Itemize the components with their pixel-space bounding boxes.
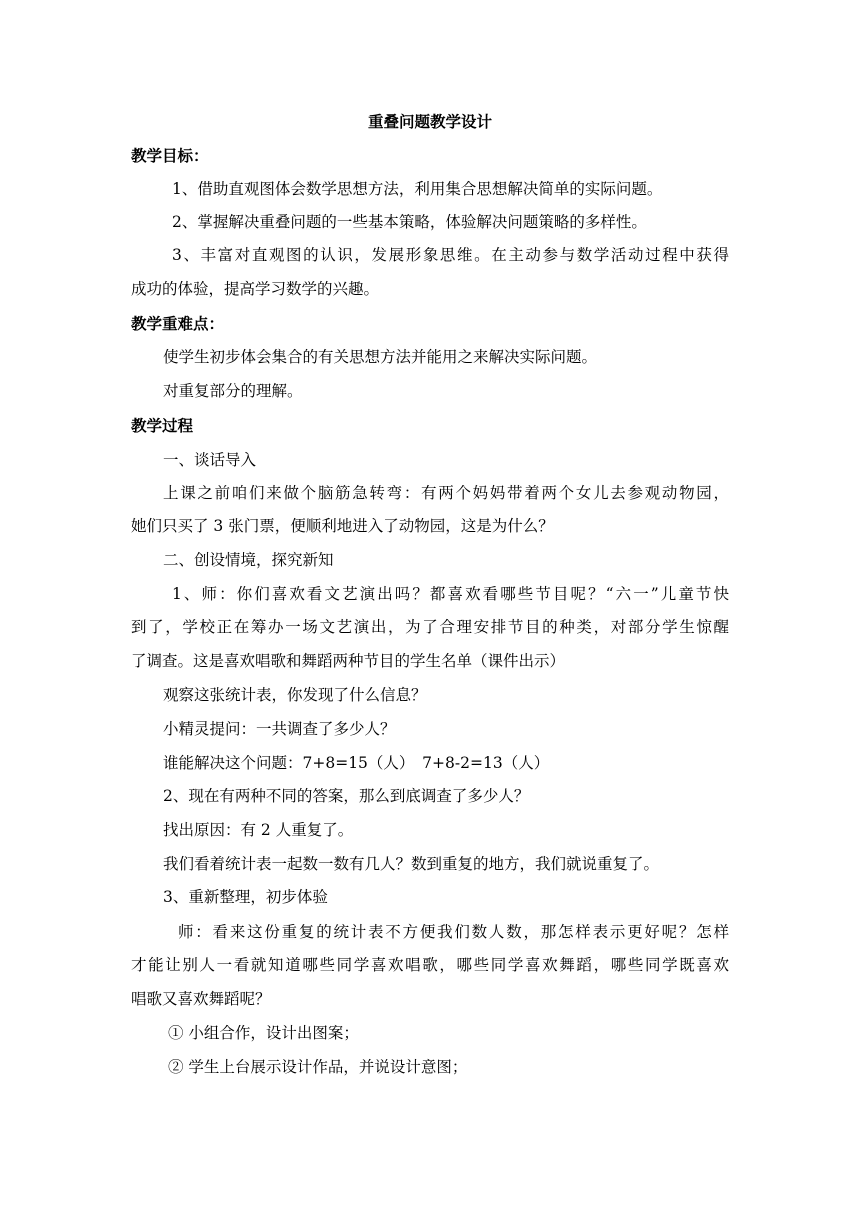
key-point-item-1: 使学生初步体会集合的有关思想方法并能用之来解决实际问题。 bbox=[163, 348, 598, 366]
goal-item-3: 3、丰富对直观图的认识，发展形象思维。在主动参与数学活动过程中获得 bbox=[172, 246, 729, 264]
process-line: 上课之前咱们来做个脑筋急转弯：有两个妈妈带着两个女儿去参观动物园， bbox=[163, 484, 729, 502]
key-point-item-2: 对重复部分的理解。 bbox=[163, 382, 303, 400]
process-line: 她们只买了 3 张门票，便顺利地进入了动物园，这是为什么？ bbox=[131, 517, 554, 535]
process-line: 二、创设情境，探究新知 bbox=[163, 551, 334, 569]
process-line: 师：看来这份重复的统计表不方便我们数人数，那怎样表示更好呢？怎样 bbox=[178, 923, 729, 941]
process-line: 3、重新整理，初步体验 bbox=[163, 888, 328, 906]
process-line: 小精灵提问：一共调查了多少人？ bbox=[163, 720, 396, 738]
process-line: 唱歌又喜欢舞蹈呢？ bbox=[131, 990, 271, 1008]
goal-item-3-continued: 成功的体验，提高学习数学的兴趣。 bbox=[131, 280, 380, 298]
process-line: 了调查。这是喜欢唱歌和舞蹈两种节目的学生名单（课件出示） bbox=[131, 652, 566, 670]
process-line: 观察这张统计表，你发现了什么信息？ bbox=[163, 686, 427, 704]
key-points-heading: 教学重难点： bbox=[131, 314, 225, 333]
process-line: 到了，学校正在筹办一场文艺演出，为了合理安排节目的种类，对部分学生惊醒 bbox=[131, 618, 729, 636]
process-line: 我们看着统计表一起数一数有几人？数到重复的地方，我们就说重复了。 bbox=[163, 855, 660, 873]
process-line: 找出原因：有 2 人重复了。 bbox=[163, 821, 354, 839]
process-heading: 教学过程 bbox=[131, 416, 194, 435]
process-line: 一、谈话导入 bbox=[163, 451, 257, 469]
process-line: 才能让别人一看就知道哪些同学喜欢唱歌，哪些同学喜欢舞蹈，哪些同学既喜欢 bbox=[131, 956, 729, 974]
document-title: 重叠问题教学设计 bbox=[367, 112, 492, 131]
goal-item-1: 1、借助直观图体会数学思想方法，利用集合思想解决简单的实际问题。 bbox=[172, 180, 663, 198]
process-list-item-1: ① 小组合作，设计出图案； bbox=[168, 1024, 359, 1042]
goal-item-2: 2、掌握解决重叠问题的一些基本策略，体验解决问题策略的多样性。 bbox=[172, 213, 647, 231]
process-line: 2、现在有两种不同的答案，那么到底调查了多少人？ bbox=[163, 787, 530, 805]
process-line: 谁能解决这个问题：7+8=15（人） 7+8-2=13（人） bbox=[163, 754, 550, 772]
process-list-item-2: ② 学生上台展示设计作品，并说设计意图； bbox=[168, 1058, 468, 1076]
process-line: 1、师：你们喜欢看文艺演出吗？都喜欢看哪些节目呢？“六一”儿童节快 bbox=[172, 585, 729, 603]
goals-heading: 教学目标： bbox=[131, 146, 209, 165]
